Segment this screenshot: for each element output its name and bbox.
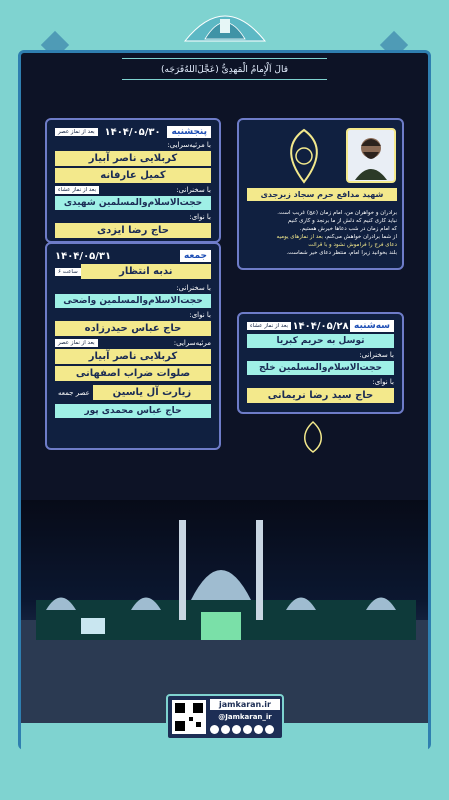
website-link[interactable]: jamkaran.ir	[210, 699, 280, 710]
instagram-icon[interactable]	[221, 725, 230, 734]
quote-line: بلند بخوانید زیرا امام، منتظر دعای خیر شماست.	[286, 249, 397, 256]
martyr-portrait	[346, 128, 396, 183]
quote-line: نباید کاری کنیم که دلش از ما برنجد و کاری کنیم	[287, 217, 397, 224]
elegy-label: با مرثیه‌سرایی:	[167, 141, 211, 149]
day-label: سه‌شنبه	[350, 320, 394, 332]
day-label: پنجشنبه	[167, 126, 211, 138]
singer-label: با نوای:	[189, 311, 211, 319]
time-pill: بعد از نماز عشاء	[55, 186, 99, 194]
elegy-performer: کربلایی ناصر آبیار	[55, 349, 211, 364]
martyr-name: شهید مدافع حرم سجاد زبرجدی	[247, 188, 397, 201]
rubika-icon[interactable]	[254, 725, 263, 734]
day-label: جمعه	[180, 250, 211, 262]
martyr-card	[237, 118, 404, 270]
singer-name: حاج عباس حیدرزاده	[55, 321, 211, 336]
wednesday-card	[237, 312, 404, 414]
quote-line: که امام زمان در شب دعاها خیرش هستیم.	[299, 225, 397, 232]
social-handle[interactable]: @Jamkaran_ir	[218, 713, 272, 721]
quote-line: برادران و خواهران من، امام زمان (عج) غریب است.	[277, 210, 397, 216]
eitaa-icon[interactable]	[232, 725, 241, 734]
singer-label: با نوای:	[189, 213, 211, 221]
program-title: ندبه انتظار	[81, 264, 211, 279]
martyr-quote	[247, 210, 397, 258]
singer-name: حاج رضا ایزدی	[55, 223, 211, 238]
gold-drop-icon	[300, 420, 326, 458]
speaker-label: با سخنرانی:	[176, 284, 211, 292]
elegy-performer: صلوات ضراب اصفهانی	[55, 366, 211, 381]
date-label: ۱۴۰۴/۰۵/۲۸	[292, 320, 349, 332]
speaker-name: حجت‌الاسلام‌والمسلمین واضحی	[55, 294, 211, 308]
elegy-row	[55, 339, 211, 347]
singer-label: با نوای:	[372, 378, 394, 386]
time-pill: ساعت ۶	[55, 268, 81, 276]
singer-name: حاج سید رضا نریمانی	[247, 388, 394, 403]
speaker-name: حجت‌الاسلام‌والمسلمین شهیدی	[55, 196, 211, 210]
speaker-label: با سخنرانی:	[359, 351, 394, 359]
quote-line: دعای فرج را فراموش نشود و با قرائت	[308, 241, 397, 248]
gold-arabesque-icon	[274, 126, 334, 186]
pilgrimage-tag: عصر جمعه	[58, 388, 90, 397]
elegy-label: مرثیه‌سرایی:	[173, 339, 211, 347]
speaker-label: با سخنرانی:	[176, 186, 211, 194]
date-label: ۱۴۰۴/۰۵/۳۰	[104, 126, 161, 138]
program-title: توسل به حریم کبریا	[247, 334, 394, 348]
elegy-performer: کمیل عارفانه	[55, 168, 211, 183]
bale-icon[interactable]	[243, 725, 252, 734]
telegram-icon[interactable]	[210, 725, 219, 734]
pilgrimage-title: زیارت آل یاسین	[93, 385, 211, 400]
qr-code-icon[interactable]	[172, 700, 206, 734]
mosque-emblem-icon	[175, 0, 275, 48]
friday-card	[45, 242, 221, 450]
elegy-performer: حاج عباس محمدی پور	[55, 404, 211, 418]
speaker-name: حجت‌الاسلام‌والمسلمین خلج	[247, 361, 394, 375]
time-pill: بعد از نماز عصر	[55, 128, 98, 136]
header-ribbon: قالَ اَلْإِمامُ الْمَهدِیُّ (عَجَّلَ‌اللهُ‌فَرَجَه)	[122, 58, 327, 80]
speaker-row	[55, 186, 211, 194]
social-icons	[210, 725, 274, 734]
time-pill: بعد از نماز عصر	[55, 339, 98, 347]
elegy-performer: کربلایی ناصر آبیار	[55, 151, 211, 166]
quote-line: از شما برادران خواهش می‌کنم، بعد از نمازهای یومیه	[276, 233, 397, 240]
thursday-card	[45, 118, 221, 243]
soroush-icon[interactable]	[265, 725, 274, 734]
jamkaran-mosque-photo	[21, 500, 428, 725]
social-box	[166, 694, 284, 740]
time-pill: بعد از نماز عشاء	[247, 322, 291, 330]
date-label: ۱۴۰۴/۰۵/۳۱	[55, 250, 112, 262]
